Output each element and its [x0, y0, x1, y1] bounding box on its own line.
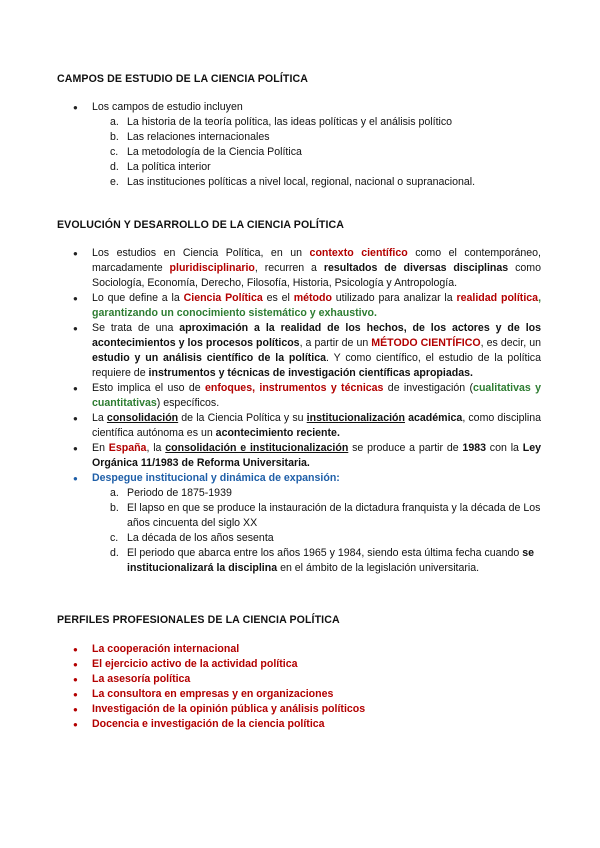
list-item: ● Despegue institucional y dinámica de expansión: a. Periodo de 1875-1939 b. El lapso en que se produce la instauración de la dictadura franquista y la década de Los años cincuenta del siglo XX c. La década de los años sesenta d. El periodo que abarca entre los años 1965 y 1984, siendo esta última fecha cuando se institucionalizará la disciplina en el ámbito de la legislación universitaria.: [0, 471, 541, 576]
sub-item: d. La política interior: [110, 161, 211, 173]
sub-item: b. Las relaciones internacionales: [110, 131, 270, 143]
list-item: ● Esto implica el uso de enfoques, instrumentos y técnicas de investigación (cualitativas y cuantitativas) específicos.: [0, 381, 541, 411]
sub-item: d. El periodo que abarca entre los años 1965 y 1984, siendo esta última fecha cuando se institucionalizará la disciplina en el ámbito de la legislación universitaria.: [110, 547, 534, 574]
section-title-perfiles: PERFILES PROFESIONALES DE LA CIENCIA POLÍTICA: [57, 614, 340, 626]
campos-list: [0, 100, 541, 190]
list-item: ● La asesoría política: [0, 672, 541, 687]
section-title-campos: CAMPOS DE ESTUDIO DE LA CIENCIA POLÍTICA: [57, 73, 309, 85]
list-item: ● Los campos de estudio incluyen a. La historia de la teoría política, las ideas políticas y el análisis político b. Las relaciones internacionales c. La metodología de la Ciencia Política d. La política interior e. Las instituciones políticas a nivel local, regional, nacional o supranacional.: [0, 100, 541, 190]
expansion-sublist: [110, 486, 541, 576]
list-item: ● La cooperación internacional: [0, 642, 541, 657]
perfiles-list: [0, 642, 541, 732]
list-item: ● Se trata de una aproximación a la realidad de los hechos, de los actores y de los acontecimientos y los procesos políticos, a partir de un MÉTODO CIENTÍFICO, es decir, un estudio y un análisis científico de la política. Y como científico, el estudio de la política requiere de instrumentos y técnicas de investigación científicas apropiadas.: [0, 321, 541, 381]
list-item: ● El ejercicio activo de la actividad política: [0, 657, 541, 672]
section-title-evolucion: EVOLUCIÓN Y DESARROLLO DE LA CIENCIA POLÍTICA: [57, 219, 345, 231]
sub-item: c. La década de los años sesenta: [110, 532, 274, 544]
sub-item: a. La historia de la teoría política, las ideas políticas y el análisis político: [110, 116, 453, 128]
campos-sublist: [110, 115, 541, 190]
sub-item: b. El lapso en que se produce la instauración de la dictadura franquista y la década de Los años cincuenta del siglo XX: [110, 502, 541, 529]
list-item: ● Investigación de la opinión pública y análisis políticos: [0, 702, 541, 717]
list-item: ● En España, la consolidación e institucionalización se produce a partir de 1983 con la Ley Orgánica 11/1983 de Reforma Universitaria.: [0, 441, 541, 471]
list-item: ● La consolidación de la Ciencia Política y su institucionalización académica, como disciplina científica autónoma es un acontecimiento reciente.: [0, 411, 541, 441]
evolucion-list: [0, 246, 541, 576]
sub-item: e. Las instituciones políticas a nivel local, regional, nacional o supranacional.: [110, 176, 476, 188]
list-item: ● Los estudios en Ciencia Política, en un contexto científico como el contemporáneo, marcadamente pluridisciplinario, recurren a resultados de diversas disciplinas como Sociología, Economía, Derecho, Filosofía, Historia, Psicología y Antropología.: [0, 246, 541, 291]
list-item: ● Docencia e investigación de la ciencia política: [0, 717, 541, 732]
list-item: ● Lo que define a la Ciencia Política es el método utilizado para analizar la realidad política, garantizando un conocimiento sistemático y exhaustivo.: [0, 291, 541, 321]
sub-item: a. Periodo de 1875-1939: [110, 487, 232, 499]
sub-item: c. La metodología de la Ciencia Política: [110, 146, 302, 158]
list-item: ● La consultora en empresas y en organizaciones: [0, 687, 541, 702]
